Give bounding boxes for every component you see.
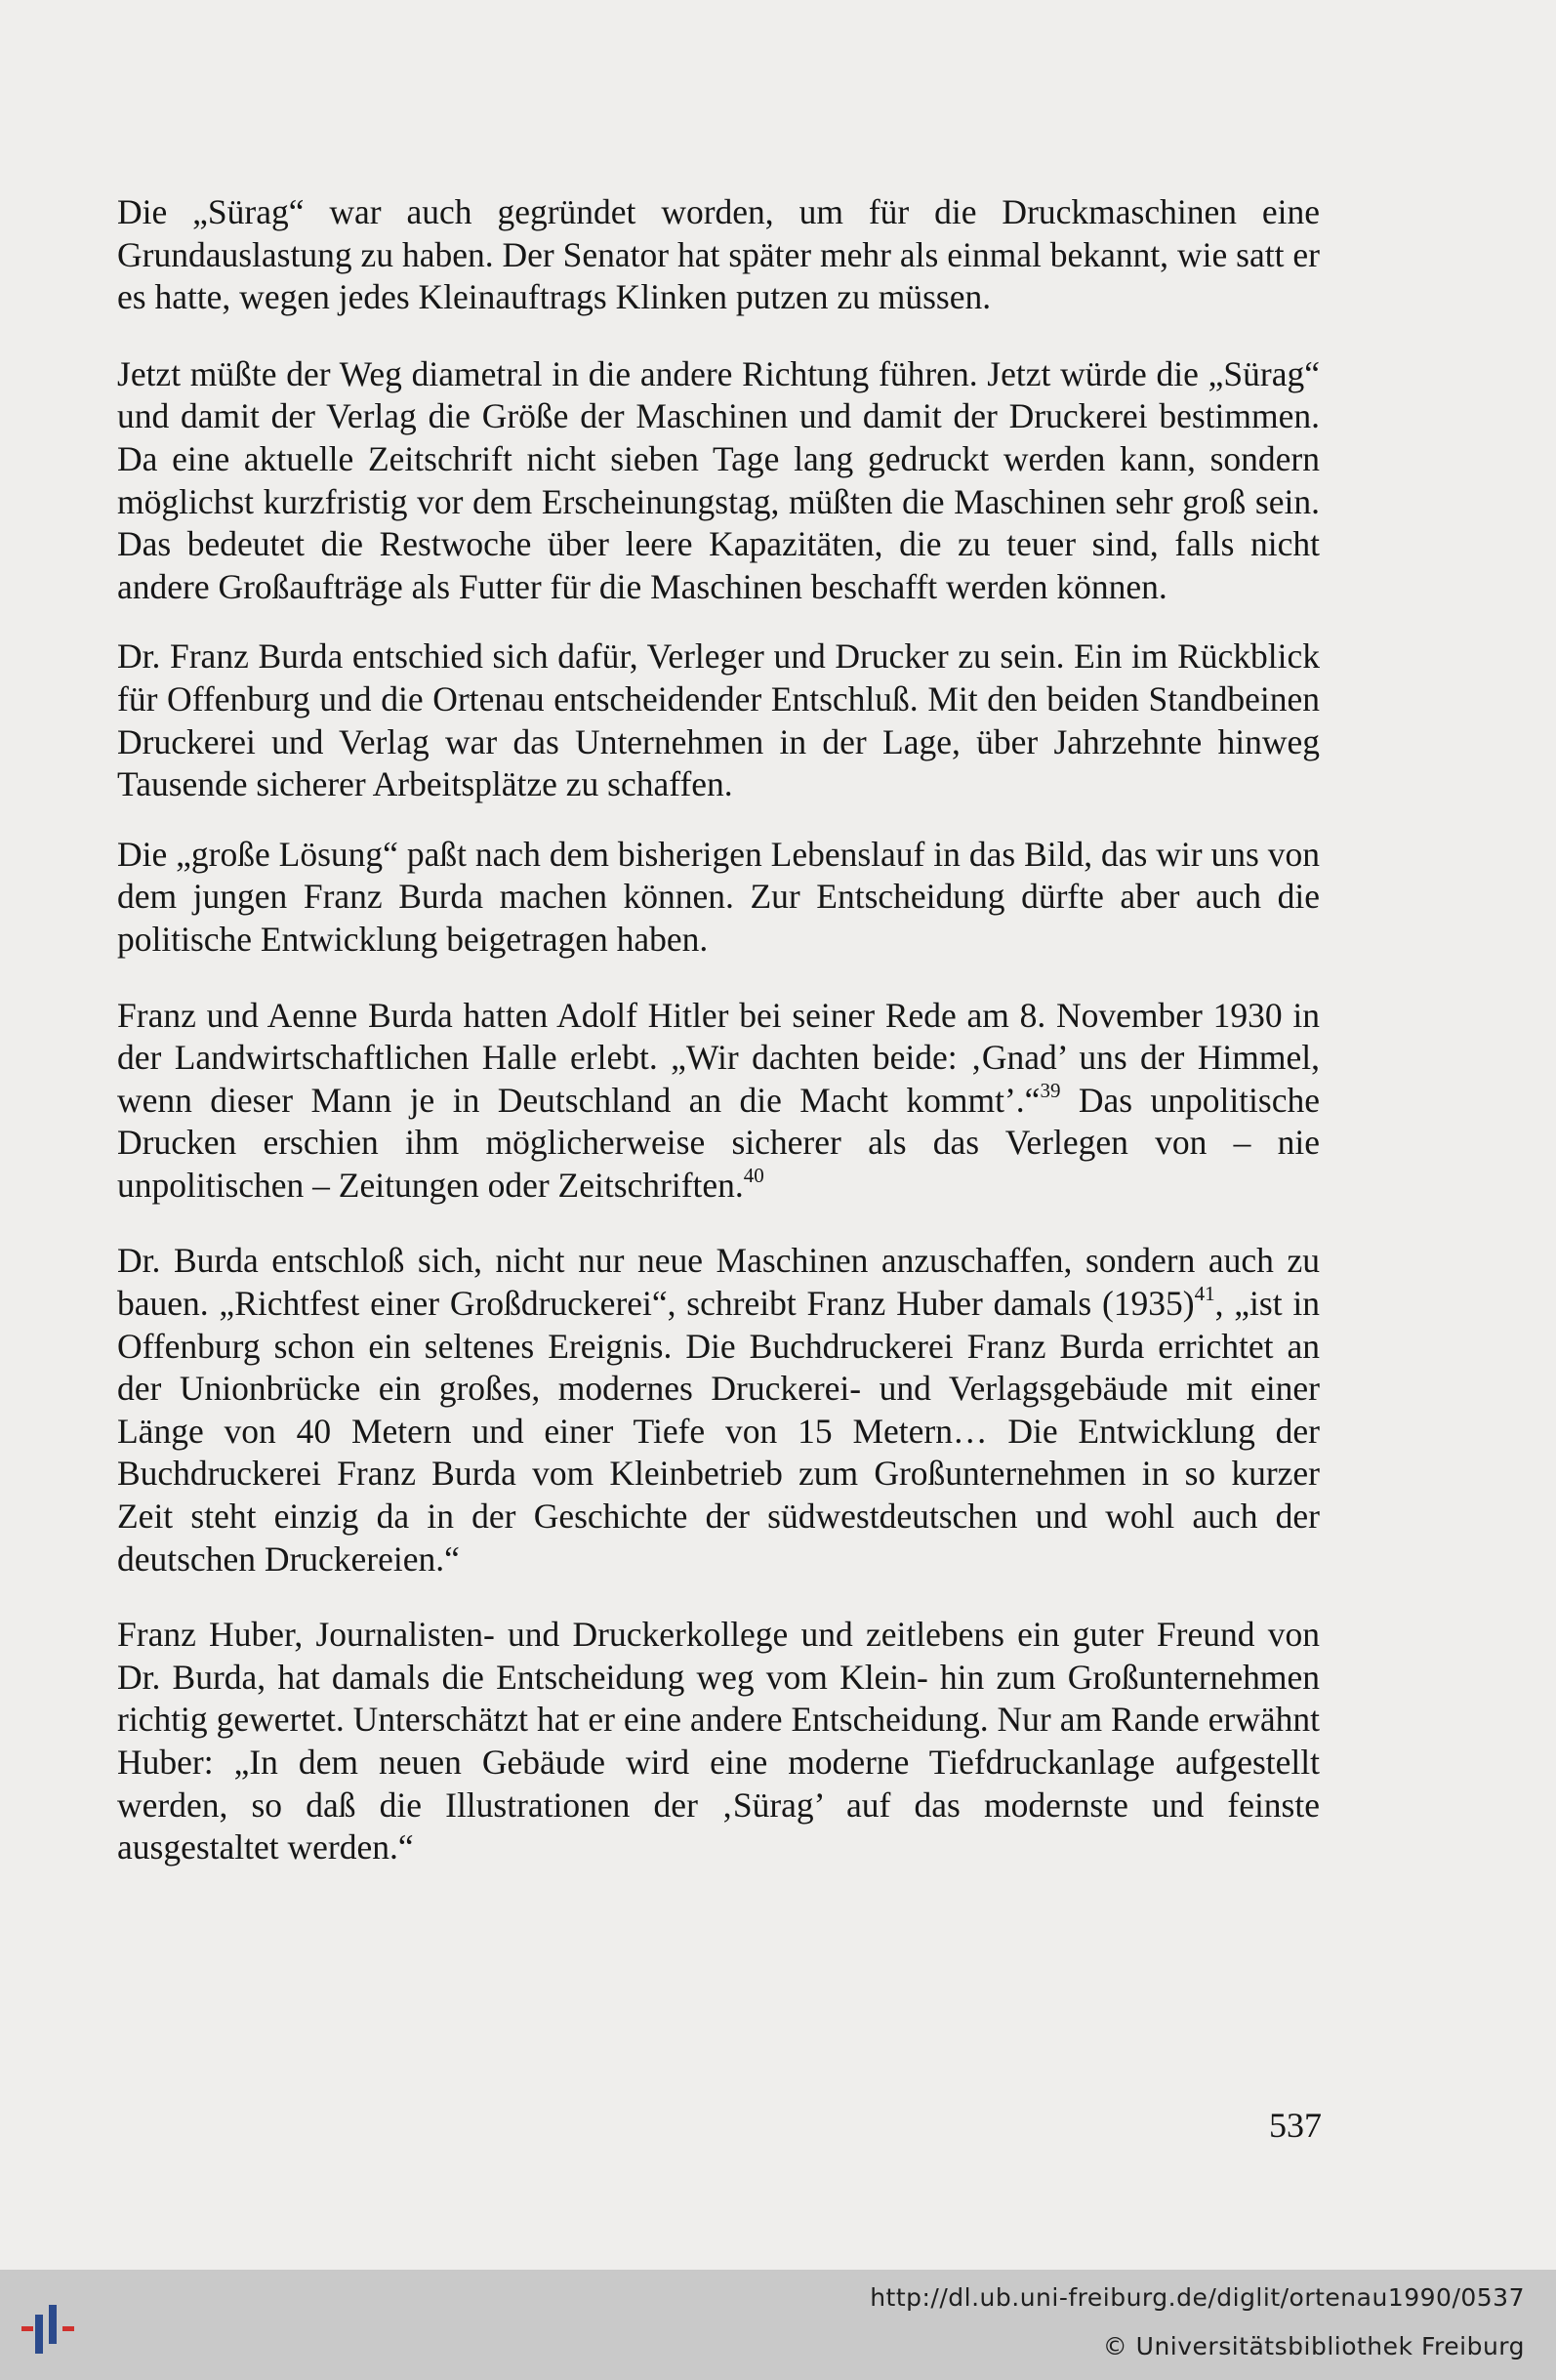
paragraph-text: Franz und Aenne Burda hatten Adolf Hitler bei seiner Rede am 8. November 1930 in der Landwirtschaftlichen Halle erlebt. „Wir dachten beide: ‚Gnad’ uns der Himmel, wenn dieser Mann je in Deutschland an die Macht kommt’.“ (117, 995, 1320, 1120)
body-text (117, 191, 1320, 1869)
footnote-ref: 41 (1194, 1282, 1215, 1306)
paragraph: Jetzt müßte der Weg diametral in die andere Richtung führen. Jetzt würde die „Sürag“ und damit der Verlag die Größe der Maschinen und damit der Druckerei bestimmen. Da eine aktuelle Zeitschrift nicht sieben Tage lang gedruckt werden kann, sondern möglichst kurzfristig vor dem Erscheinungstag, müßten die Maschinen sehr groß sein. Das bedeutet die Restwoche über leere Kapazitäten, die zu teuer sind, falls nicht andere Großaufträge als Futter für die Maschinen beschafft werden können. (117, 353, 1320, 606)
paragraph (117, 1240, 1320, 1580)
paragraph: Die „große Lösung“ paßt nach dem bisherigen Lebenslauf in das Bild, das wir uns von dem jungen Franz Burda machen können. Zur Entscheidung dürfte aber auch die politische Entwicklung beigetragen haben. (117, 834, 1320, 959)
footnote-ref: 39 (1040, 1078, 1061, 1102)
paragraph: Dr. Franz Burda entschied sich dafür, Verleger und Drucker zu sein. Ein im Rückblick für Offenburg und die Ortenau entscheidender Entschluß. Mit den beiden Standbeinen Druckerei und Verlag war das Unternehmen in der Lage, über Jahrzehnte hinweg Tausende sicherer Arbeitsplätze zu schaffen. (117, 636, 1320, 804)
paragraph (117, 995, 1320, 1208)
copyright-notice: © Universitätsbibliothek Freiburg (1102, 2332, 1525, 2360)
paragraph-text: , „ist in Offenburg schon ein seltenes Ereignis. Die Buchdruckerei Franz Burda errichtet an der Unionbrücke ein großes, modernes Druckerei- und Verlagsgebäude mit einer Länge von 40 Metern und einer Tiefe von 15 Metern… Die Entwicklung der Buchdruckerei Franz Burda vom Kleinbetrieb zum Großunternehmen in so kurzer Zeit steht einzig da in der Geschichte der südwestdeutschen und wohl auch der deutschen Druckereien.“ (117, 1284, 1320, 1579)
paragraph-text: Dr. Burda entschloß sich, nicht nur neue Maschinen anzuschaffen, sondern auch zu bauen. „Richtfest einer Großdruckerei“, schreibt Franz Huber damals (1935) (117, 1241, 1320, 1324)
source-url-link[interactable]: http://dl.ub.uni-freiburg.de/diglit/ortenau1990/0537 (870, 2283, 1525, 2312)
page-number: 537 (1269, 2106, 1322, 2145)
paragraph: Die „Sürag“ war auch gegründet worden, um für die Druckmaschinen eine Grundauslastung zu haben. Der Senator hat später mehr als einmal bekannt, wie satt er es hatte, wegen jedes Kleinauftrags Klinken putzen zu müssen. (117, 192, 1320, 317)
ub-freiburg-logo-icon[interactable] (21, 2293, 100, 2361)
logo-graphic (21, 2293, 100, 2361)
footer-bar (0, 2270, 1556, 2380)
paragraph: Franz Huber, Journalisten- und Druckerkollege und zeitlebens ein guter Freund von Dr. Burda, hat damals die Entscheidung weg vom Klein- hin zum Großunternehmen richtig gewertet. Unterschätzt hat er eine andere Entscheidung. Nur am Rande erwähnt Huber: „In dem neuen Gebäude wird eine moderne Tiefdruckanlage aufgestellt werden, so daß die Illustrationen der ‚Sürag’ auf das modernste und feinste ausgestaltet werden.“ (117, 1615, 1320, 1867)
footnote-ref: 40 (743, 1164, 764, 1188)
paragraph-text: Das unpolitische Drucken erschien ihm möglicherweise sicherer als das Verlegen von – nie unpolitischen – Zeitungen oder Zeitschriften. (117, 1080, 1320, 1205)
